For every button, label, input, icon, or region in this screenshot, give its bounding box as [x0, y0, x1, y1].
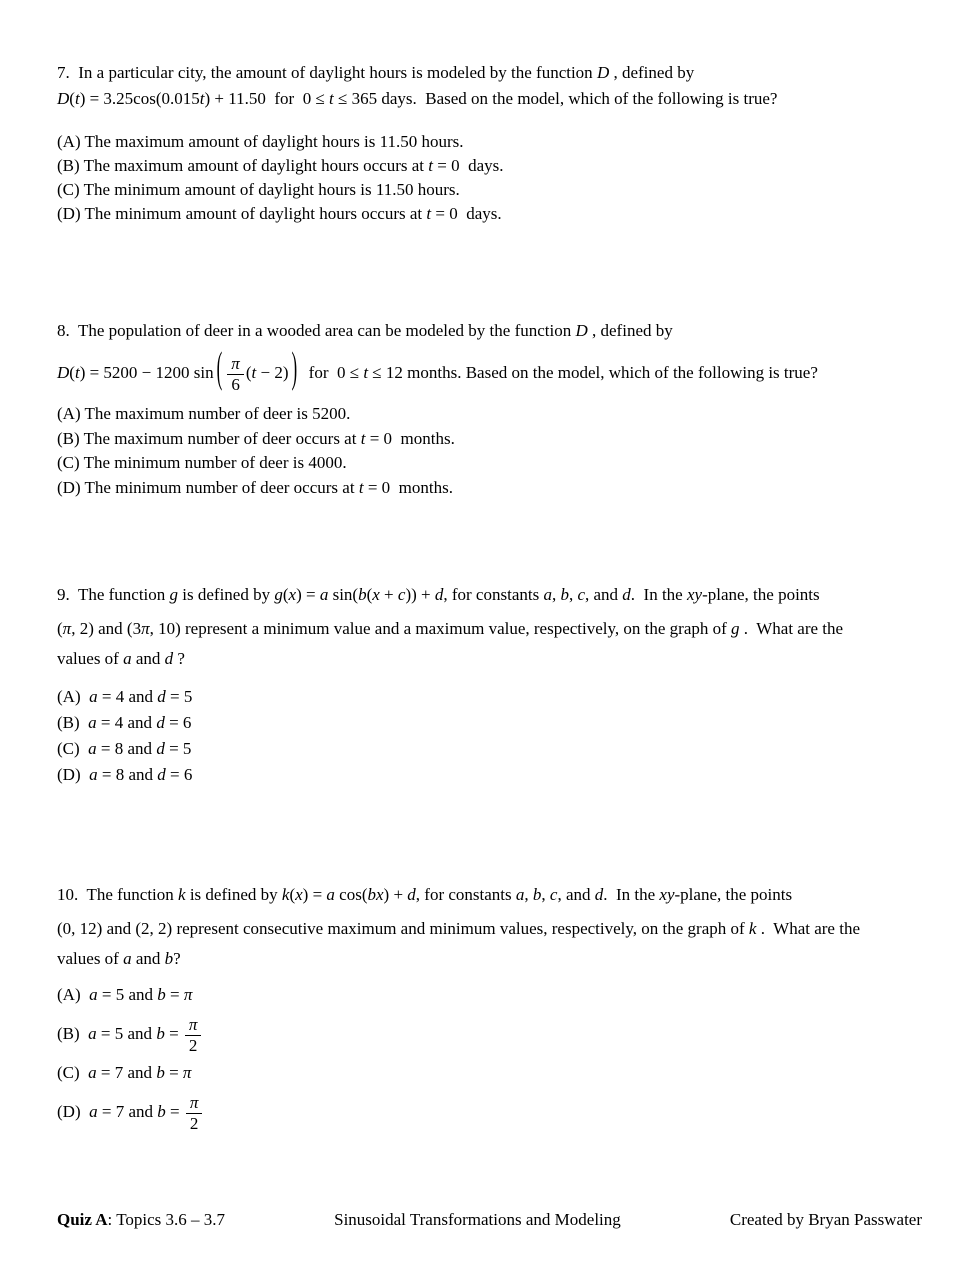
question-10-option-b: (B) a = 5 and b = $\frac{\pi}{2}$ [57, 1010, 961, 1058]
question-10-text-line-2: (0, 12) and (2, 2) represent consecutive maximum and minimum values, respectively, on the graph of k . What are the [57, 919, 860, 938]
question-9-options [57, 684, 961, 788]
question-7-formula: D(t) = 3.25cos(0.015t) + 11.50 for 0 ≤ t ≤ 365 days. Based on the model, which of the following is true? [57, 89, 778, 108]
question-7-option-b: (B) The maximum amount of daylight hours occurs at t = 0 days. [57, 156, 504, 175]
question-9-text-line-2: (π, 2) and (3π, 10) represent a minimum value and a maximum value, respectively, on the graph of g . What are the [57, 619, 844, 638]
question-7-options [57, 130, 961, 226]
question-8-option-c: (C) The minimum number of deer is 4000. [57, 453, 347, 472]
question-9-text-line-1: 9. The function g is defined by g(x) = a sin(b(x + c)) + d, for constants a, b, c, and d. In the xy-plane, the points [57, 585, 820, 604]
question-8 [57, 318, 961, 500]
question-8-options [57, 402, 961, 500]
question-10-options [57, 980, 961, 1136]
question-8-text-line-1: 8. The population of deer in a wooded area can be modeled by the function D , defined by [57, 321, 673, 340]
question-9-option-c: (C) a = 8 and d = 5 [57, 739, 192, 758]
question-10-option-a: (A) a = 5 and b = π [57, 985, 193, 1004]
footer-title: Sinusoidal Transformations and Modeling [334, 1210, 621, 1229]
question-7-text-line-1: 7. In a particular city, the amount of daylight hours is modeled by the function D , defined by [57, 63, 695, 82]
question-9-option-d: (D) a = 8 and d = 6 [57, 765, 193, 784]
question-7-option-d: (D) The minimum amount of daylight hours occurs at t = 0 days. [57, 204, 502, 223]
question-10-option-c: (C) a = 7 and b = π [57, 1063, 192, 1082]
question-7-option-a: (A) The maximum amount of daylight hours is 11.50 hours. [57, 132, 464, 151]
footer-quiz-name: Quiz A [57, 1210, 108, 1229]
question-10-text-line-1: 10. The function k is defined by k(x) = a cos(bx) + d, for constants a, b, c, and d. In the xy-plane, the points [57, 885, 793, 904]
question-10-option-d: (D) a = 7 and b = $\frac{\pi}{2}$ [57, 1088, 961, 1136]
question-9-option-a: (A) a = 4 and d = 5 [57, 687, 193, 706]
footer-quiz-label [57, 1208, 225, 1232]
question-8-option-b: (B) The maximum number of deer occurs at t = 0 months. [57, 428, 455, 448]
question-8-option-d: (D) The minimum number of deer occurs at t = 0 months. [57, 477, 453, 497]
question-9-option-b: (B) a = 4 and d = 6 [57, 713, 192, 732]
question-9-text-line-3: values of a and d ? [57, 649, 185, 668]
question-8-option-a: (A) The maximum number of deer is 5200. [57, 404, 351, 423]
question-7-option-c: (C) The minimum amount of daylight hours is 11.50 hours. [57, 180, 460, 199]
footer-quiz-topics: : Topics 3.6 – 3.7 [107, 1210, 226, 1229]
question-7 [57, 60, 961, 226]
question-10 [57, 878, 961, 1136]
footer-author: Created by Bryan Passwater [729, 1210, 922, 1229]
question-9 [57, 578, 961, 788]
question-10-text-line-3: values of a and b? [57, 949, 181, 968]
question-8-formula: D(t) = 5200 − 1200 sin ( $\frac{\pi}{6}$ (t − 2) ) for 0 ≤ t ≤ 12 months. Based on the model, which of the following is true? [57, 343, 818, 395]
page-footer [57, 1208, 922, 1232]
